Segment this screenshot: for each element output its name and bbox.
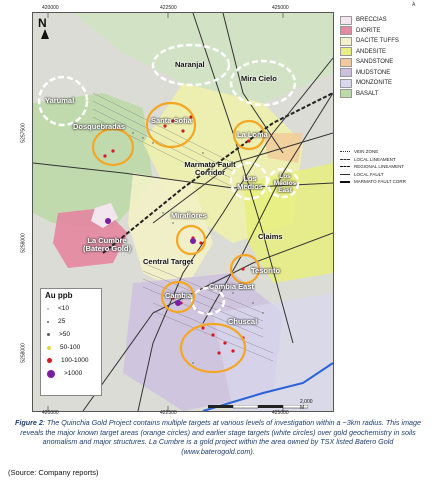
au-label: 25 [58, 318, 66, 325]
regional-lineament-line-icon [340, 166, 350, 167]
legend-row-local-fault [340, 171, 435, 179]
source-note: (Source: Company reports) [8, 468, 99, 477]
label-mira-cielo: Mira Cielo [241, 74, 277, 83]
vein-zone-line-icon [340, 151, 350, 152]
legend-row-monzonite [340, 78, 435, 89]
legend-row-basalt [340, 89, 435, 100]
legend-label: MUDSTONE [356, 69, 391, 76]
label-santa-sofia: Santa Sofia [151, 116, 192, 125]
coord-top-2: 422500 [160, 5, 177, 11]
corner-mark: Á [412, 2, 416, 8]
legend-row-sandstone [340, 57, 435, 68]
legend-row-andesite [340, 47, 435, 58]
coord-top-3: 425000 [272, 5, 289, 11]
label-chuscal: Chuscal [228, 317, 258, 326]
swatch-andesite [340, 47, 352, 56]
legend-row-breccias [340, 15, 435, 26]
coord-bottom-1: 420000 [42, 410, 59, 416]
swatch-monzonite [340, 79, 352, 88]
au-dot-icon [47, 370, 55, 378]
au-row [41, 341, 101, 354]
label-tesorito: Tesorito [251, 266, 281, 275]
label-los-medios: Los Medios [237, 174, 263, 192]
north-label: N [38, 16, 47, 30]
swatch-mudstone [340, 68, 352, 77]
au-label: <10 [58, 305, 70, 312]
legend-label: ANDESITE [356, 48, 387, 55]
coord-left-3: 5258000 [20, 343, 27, 363]
coord-bottom-2: 422500 [160, 410, 177, 416]
scale-bar [208, 399, 313, 411]
coord-left-1: 5257500 [20, 123, 27, 143]
legend-row-mudstone [340, 68, 435, 79]
label-miraflores: Miraflores [171, 211, 207, 220]
label-yarumal: Yarumal [45, 96, 75, 105]
label-cambia: Cambia [165, 291, 193, 300]
label-marmato-fault-corridor: Marmato Fault Corridor [184, 160, 236, 178]
au-label: 100-1000 [61, 357, 89, 364]
label-central-target: Central Target [143, 257, 194, 266]
local-lineament-line-icon [340, 159, 350, 160]
north-arrow-icon [41, 29, 49, 39]
local-fault-line-icon [340, 174, 350, 175]
marmato-fault-line-icon [340, 181, 350, 183]
au-dot-icon [47, 333, 50, 336]
coord-top-1: 420000 [42, 5, 59, 11]
legend-label: LOCAL LINEAMENT [354, 156, 396, 162]
coord-left-2: 5258000 [20, 233, 27, 253]
au-label: >50 [59, 331, 71, 338]
legend-row-marmato-fault [340, 178, 435, 186]
legend-label: MARMATO FAULT CORR [354, 179, 406, 185]
au-row [41, 328, 101, 341]
legend-label: DACITE TUFFS [356, 38, 399, 45]
au-label: >1000 [64, 370, 83, 377]
label-los-medios-east: Los Medios East [273, 173, 297, 195]
lithology-legend [340, 15, 435, 99]
monzonite-unit [213, 293, 333, 411]
legend-label: REGIONAL LINEAMENT [354, 164, 405, 170]
legend-row-dacite-tuffs [340, 36, 435, 47]
legend-label: VEIN ZONE [354, 149, 379, 155]
coord-bottom-3: 425000 [272, 410, 289, 416]
swatch-diorite [340, 26, 352, 35]
label-cambia-east: Cambia East [209, 282, 255, 291]
swatch-dacite-tuffs [340, 37, 352, 46]
swatch-basalt [340, 89, 352, 98]
au-dot-icon [47, 321, 49, 323]
au-dot-icon [47, 358, 52, 363]
caption-text: : The Quinchia Gold Project contains multiple targets at various levels of investigation within a ~3km radius. This image reveals the major known target areas (orange circles) and earlier stage targets (white circles) over gold geochemistry in soils anomalism and major structures. La Cumbre is a gold project within the area owned by TSX listed Batero Gold (www.baterogold.com). [20, 418, 422, 457]
legend-row-local-lineament [340, 156, 435, 164]
scale-bar-graphic [208, 405, 308, 409]
label-la-loma: La Loma [237, 130, 268, 139]
legend-label: SANDSTONE [356, 59, 394, 66]
au-legend-title: Au ppb [45, 291, 73, 300]
legend-label: DIORITE [356, 27, 381, 34]
legend-label: BASALT [356, 90, 379, 97]
legend-row-regional-lineament [340, 163, 435, 171]
scale-bar-label: 2,000 M [300, 399, 313, 411]
label-dosquebradas: Dosquebradas [73, 122, 126, 131]
au-dot-icon [47, 346, 51, 350]
figure-caption [8, 418, 428, 457]
au-dot-icon [47, 308, 49, 310]
label-claims: Claims [258, 232, 283, 241]
legend-row-vein-zone [340, 148, 435, 156]
swatch-sandstone [340, 58, 352, 67]
au-ppb-legend [40, 288, 102, 396]
au-label: 50-100 [60, 344, 81, 351]
legend-label: LOCAL FAULT [354, 171, 384, 177]
legend-label: MONZONITE [356, 80, 392, 87]
label-naranjal: Naranjal [175, 60, 205, 69]
caption-lead: Figure 2 [14, 418, 43, 427]
au-row [41, 302, 101, 315]
au-row [41, 354, 101, 367]
swatch-breccias [340, 16, 352, 25]
legend-row-diorite [340, 26, 435, 37]
au-row [41, 367, 101, 380]
legend-label: BRECCIAS [356, 17, 387, 24]
label-la-cumbre: La Cumbre (Batero Gold) [83, 236, 131, 254]
au-row [41, 315, 101, 328]
structure-legend [340, 148, 435, 186]
